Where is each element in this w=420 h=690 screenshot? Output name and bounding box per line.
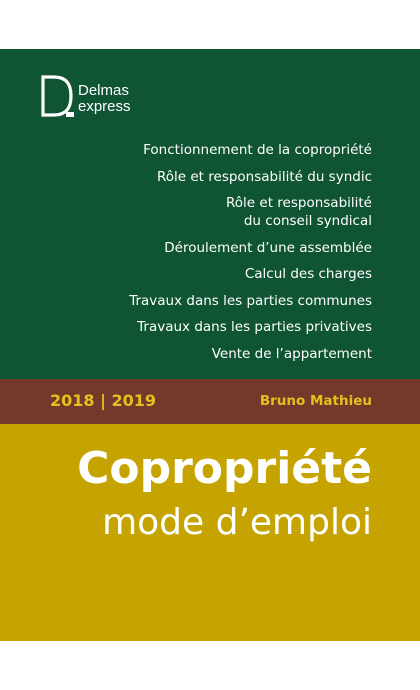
topic-item: Vente de l’appartement [211,345,372,362]
logo-text-express: express [78,98,131,115]
topic-item: Calcul des charges [244,266,372,282]
topic-item: Travaux dans les parties communes [129,292,372,309]
edition-band [0,379,420,424]
logo-text-delmas: Delmas [78,82,129,99]
edition-years: 2018 | 2019 [50,391,157,410]
topics-list [42,141,372,371]
book-title: Copropriété [77,443,372,494]
cover-top-band [0,49,420,379]
book-subtitle: mode d’emploi [102,502,372,543]
topic-item: Fonctionnement de la copropriété [143,142,372,158]
author-name: Bruno Mathieu [259,393,372,409]
topic-item: Rôle et responsabilité du syndic [156,168,372,185]
topic-item: Travaux dans les parties privatives [137,319,372,335]
title-band [0,424,420,641]
book-cover [0,49,420,641]
topic-item: Rôle et responsabilité du conseil syndical [226,195,372,229]
delmas-d-logo-icon [40,75,74,117]
publisher-logo [40,75,170,119]
topic-item: Déroulement d’une assemblée [164,239,372,256]
